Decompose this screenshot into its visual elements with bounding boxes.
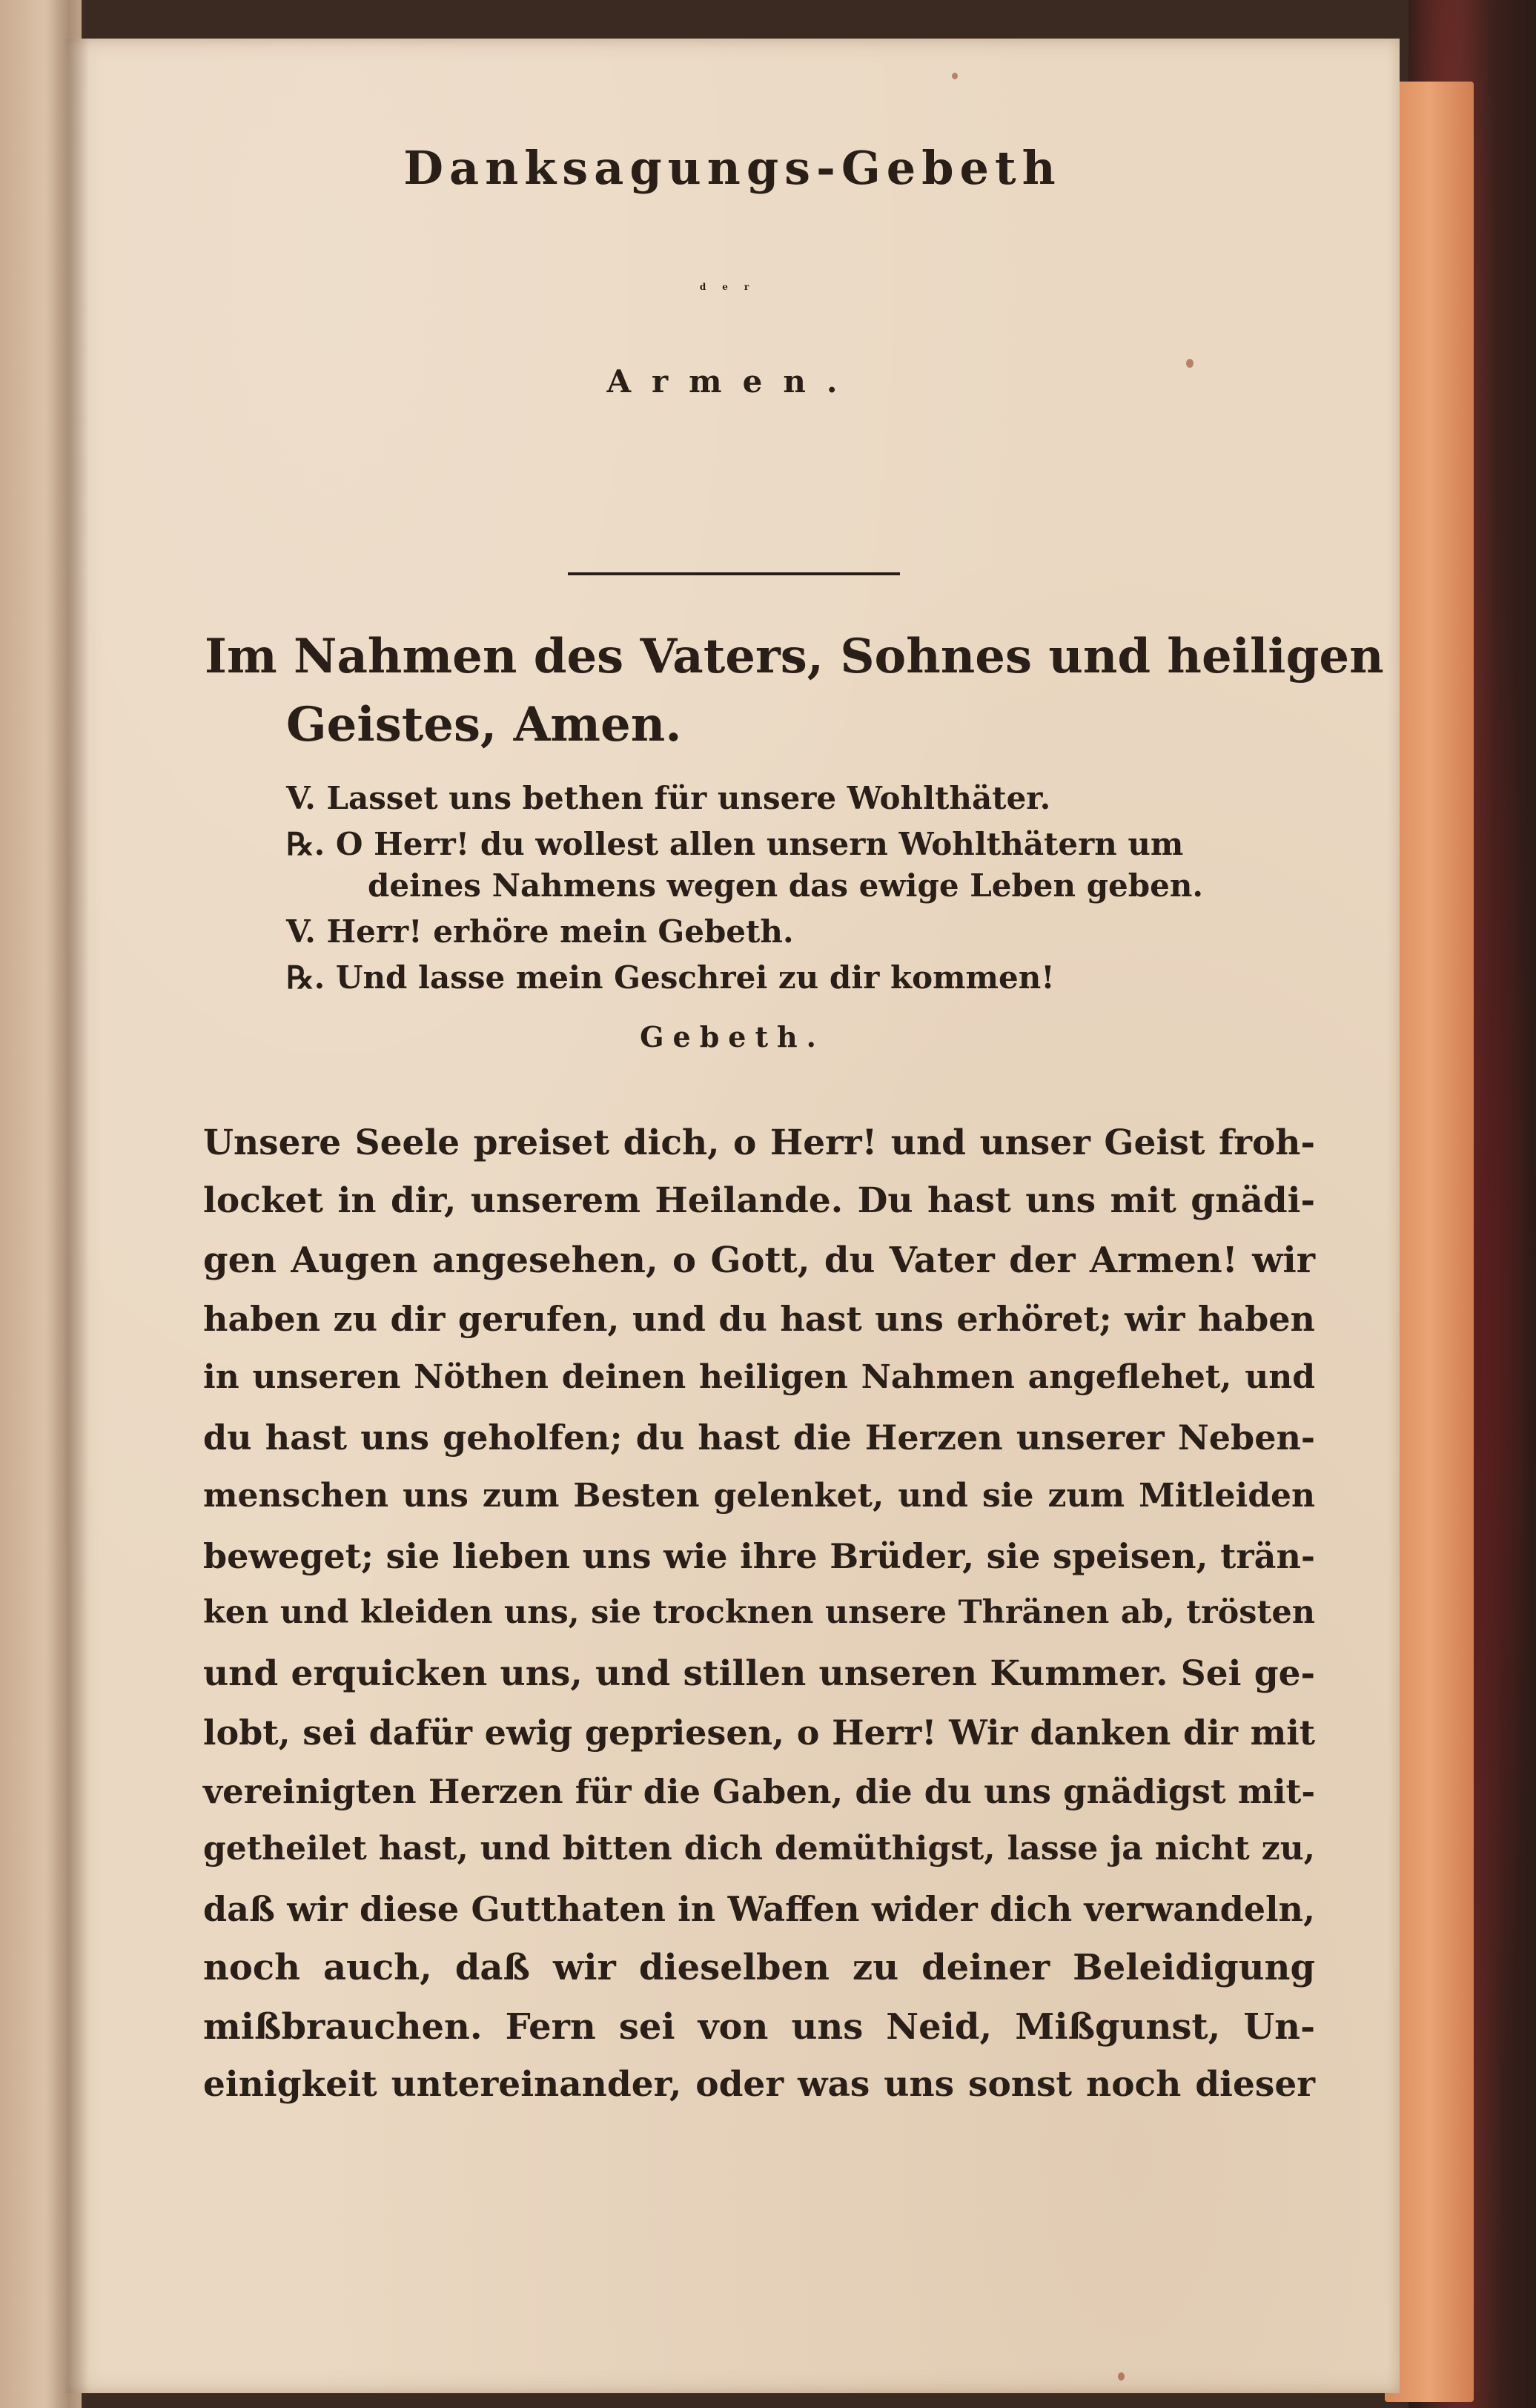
prayer-line: einigkeit untereinander, oder was uns sonst noch dieser xyxy=(203,2064,1315,2105)
prayer-line: in unseren Nöthen deinen heiligen Nahmen angeflehet, und xyxy=(203,1358,1315,1396)
response-line: ℞. O Herr! du wollest allen unsern Wohlthätern um xyxy=(286,826,1184,862)
prayer-line: vereinigten Herzen für die Gaben, die du uns gnädigst mit- xyxy=(203,1772,1315,1811)
response-line: ℞. Und lasse mein Geschrei zu dir kommen! xyxy=(286,959,1055,996)
prayer-line: lobt, sei dafür ewig gepriesen, o Herr! Wir danken dir mit xyxy=(203,1713,1315,1753)
versicle-line: V. Lasset uns bethen für unsere Wohlthäter. xyxy=(286,780,1051,816)
invocation-line: Geistes, Amen. xyxy=(286,697,682,752)
prayer-line: daß wir diese Gutthaten in Waffen wider dich verwandeln, xyxy=(203,1889,1315,1929)
prayer-line: gen Augen angesehen, o Gott, du Vater der Armen! wir xyxy=(203,1240,1315,1281)
prayer-line: getheilet hast, und bitten dich demüthigst, lasse ja nicht zu, xyxy=(203,1830,1315,1868)
response-line: deines Nahmens wegen das ewige Leben geben. xyxy=(368,867,1204,904)
prayer-line: locket in dir, unserem Heilande. Du hast uns mit gnädi- xyxy=(203,1180,1315,1221)
foxing-spot xyxy=(1118,2372,1125,2381)
prayer-line: haben zu dir gerufen, und du hast uns erhöret; wir haben xyxy=(203,1299,1315,1339)
divider-rule xyxy=(568,572,900,575)
page-gutter-shadow xyxy=(44,0,89,2408)
subtitle-armen: Armen. xyxy=(606,363,858,400)
prayer-line: menschen uns zum Besten gelenket, und sie zum Mitleiden xyxy=(203,1477,1315,1515)
prayer-line: mißbrauchen. Fern sei von uns Neid, Mißgunst, Un- xyxy=(203,2006,1315,2048)
versicle-line: V. Herr! erhöre mein Gebeth. xyxy=(286,913,794,950)
prayer-line: Unsere Seele preiset dich, o Herr! und unser Geist froh- xyxy=(203,1122,1315,1163)
prayer-line: und erquicken uns, und stillen unseren Kummer. Sei ge- xyxy=(203,1653,1315,1694)
prayer-line: noch auch, daß wir dieselben zu deiner Beleidigung xyxy=(203,1947,1315,1988)
prayer-line: du hast uns geholfen; du hast die Herzen unserer Neben- xyxy=(203,1418,1315,1458)
prayer-line: ken und kleiden uns, sie trocknen unsere Thränen ab, trösten xyxy=(203,1594,1315,1631)
page-title: Danksagungs-Gebeth xyxy=(403,141,1062,195)
prayer-heading: Gebeth. xyxy=(640,1020,825,1054)
foxing-spot xyxy=(1186,359,1194,368)
subtitle-der: der xyxy=(699,282,766,292)
prayer-line: beweget; sie lieben uns wie ihre Brüder, sie speisen, trän- xyxy=(203,1536,1315,1576)
invocation-line: Im Nahmen des Vaters, Sohnes und heiligen xyxy=(205,629,1384,684)
foxing-spot xyxy=(952,73,958,79)
book-page xyxy=(65,39,1400,2393)
